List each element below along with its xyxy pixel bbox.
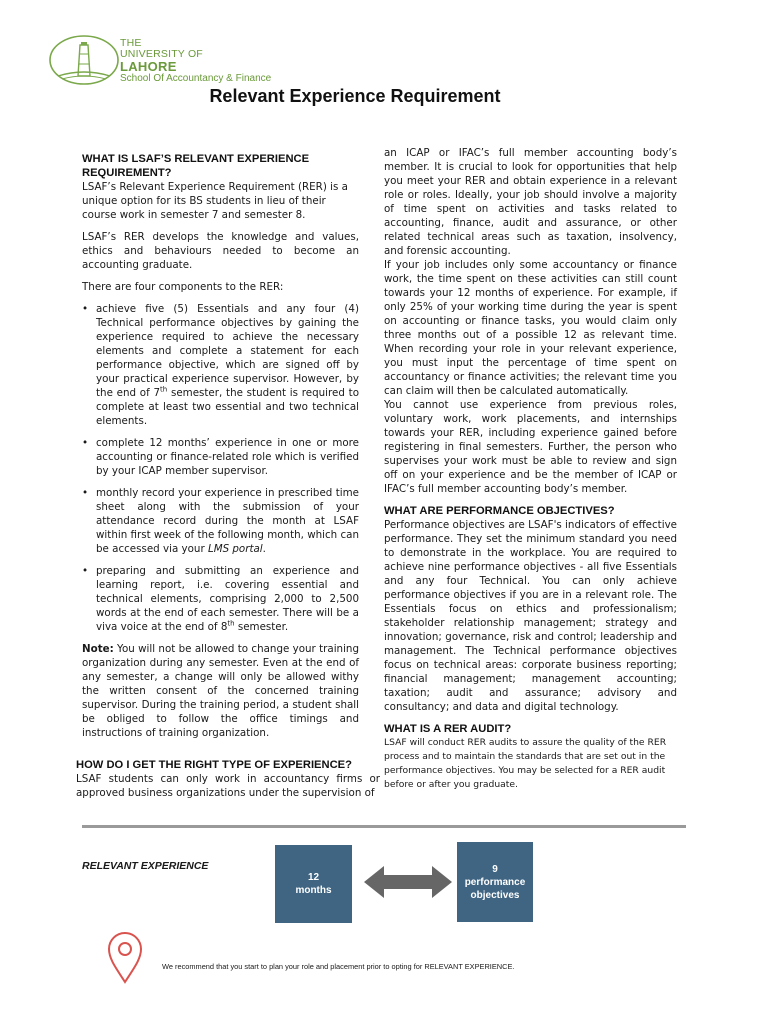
recommendation-text: We recommend that you start to plan your role and placement prior to opting for RELEVANT EXPERIENCE. [162,962,515,971]
lighthouse-emblem-icon [48,32,120,86]
partial-work-paragraph: If your job includes only some accountancy or finance work, the time spent on these activities can still count towards your 12 months of experience. For example, if only 25% of your working time during the year is spent on accounting or finance tasks, you would claim only three months out of a possible 12 as relevant time. When recording your role in your relevant experience, you must input the percentage of time spent on accountancy or finance activities; the relevant time you can claim will then be calculated automatically. [384,259,677,397]
objectives-value: 9 [492,863,498,875]
list-item: • monthly record your experience in prescribed time sheet along with the submission of your attendance record during the month at LSAF within first week of the following month, which can be accessed via your LMS portal. [82,486,359,556]
logo-line-school: School Of Accountancy & Finance [120,73,272,84]
objectives-line1: performance [464,876,526,888]
university-logo [48,32,308,88]
location-pin-icon [106,930,144,984]
logo-line-the: THE [120,37,142,49]
list-item: • preparing and submitting an experience and learning report, i.e. covering essential and technical elements, comprising 2,000 to 2,500 words at the end of each semester. There will be a viva voice at the end of 8th semester. [82,564,359,634]
components-list [82,302,359,634]
left-column [82,152,359,748]
icap-paragraph: an ICAP or IFAC’s full member accounting body’s member. It is crucial to look for opportunities that help you meet your RER and obtain experience in a relevant role or roles. Ideally, your job should involve a majority of time spent on activities and tasks related to accounting, finance, audit and assurance, or other related technical areas such as taxation, insolvency, and forensic accounting. [384,147,677,257]
logo-line-university: UNIVERSITY OF [120,48,203,60]
rer-audit-paragraph: LSAF will conduct RER audits to assure the quality of the RER process and to maintain the standards that are set out in the performance objectives. You may be selected for a RER audit before or after you graduate. [384,737,667,790]
heading-rer-audit: WHAT IS A RER AUDIT? [384,723,512,735]
double-arrow-icon [362,862,454,902]
note-paragraph: Note: You will not be allowed to change your training organization during any semester. Even at the end of any semester, a change will only be allowed withy the written consent of the concerned training supervisor. During the training period, a student shall be obliged to follow the office timings and instructions of training organization. [82,643,359,739]
previous-roles-paragraph: You cannot use experience from previous roles, voluntary work, work placements, and internships towards your RER, including experience gained before registering in final semesters. Further, the person who supervises your work must be able to review and sign off on your experience and be the member of ICAP or IFAC’s full member accounting body’s member. [384,399,677,495]
list-item: • achieve five (5) Essentials and any four (4) Technical performance objectives by gaining the experience required to achieve the necessary elements and complete a statement for each performance objective, which are signed off by your practical experience supervisor. However, by the end of 7th semester, the student is required to complete at least two essential and two technical elements. [82,302,359,428]
heading-right-type-experience: HOW DO I GET THE RIGHT TYPE OF EXPERIENCE? [76,759,352,771]
rer-develops-paragraph: LSAF’s RER develops the knowledge and values, ethics and behaviours needed to become an accounting graduate. [82,231,359,271]
months-unit: months [295,885,332,896]
months-value: 12 [307,872,320,883]
objectives-box [457,842,533,922]
heading-performance-objectives: WHAT ARE PERFORMANCE OBJECTIVES? [384,505,615,517]
lms-portal-text: LMS portal [207,543,263,555]
section-divider [82,825,686,828]
experience-paragraph: LSAF students can only work in accountancy firms or approved business organizations under the supervision of [76,773,380,799]
intro-paragraph: LSAF’s Relevant Experience Requirement (RER) is a unique option for its BS students in lieu of their course work in semester 7 and semester 8. [82,181,348,221]
relevant-experience-label: RELEVANT EXPERIENCE [82,860,209,872]
heading-what-is-rer: WHAT IS LSAF’S RELEVANT EXPERIENCE REQUIREMENT? [82,153,310,179]
right-column [384,146,677,792]
logo-line-lahore: LAHORE [120,59,177,74]
right-type-experience-block [76,758,380,800]
months-box [275,845,352,923]
objectives-line2: objectives [470,889,520,901]
list-item: • complete 12 months’ experience in one or more accounting or finance-related role which is verified by your ICAP member supervisor. [82,436,359,478]
page-title: Relevant Experience Requirement [209,86,501,106]
note-label: Note: [82,643,114,655]
components-intro: There are four components to the RER: [82,281,284,293]
performance-objectives-paragraph: Performance objectives are LSAF's indicators of effective performance. They set the minimum standard you need to demonstrate in the workplace. You are required to achieve nine performance objectives - all five Essentials and any four Technical. You can only achieve performance objectives if you are in a relevant role. The Essentials focus on ethics and professionalism; stakeholder relationship management; strategy and innovation; governance, risk and control; leadership and management. The Technical performance objectives focus on technical areas: corporate business reporting; financial management; management accounting; taxation; audit and assurance; advisory and consultancy; and data and digital technology. [384,519,677,713]
